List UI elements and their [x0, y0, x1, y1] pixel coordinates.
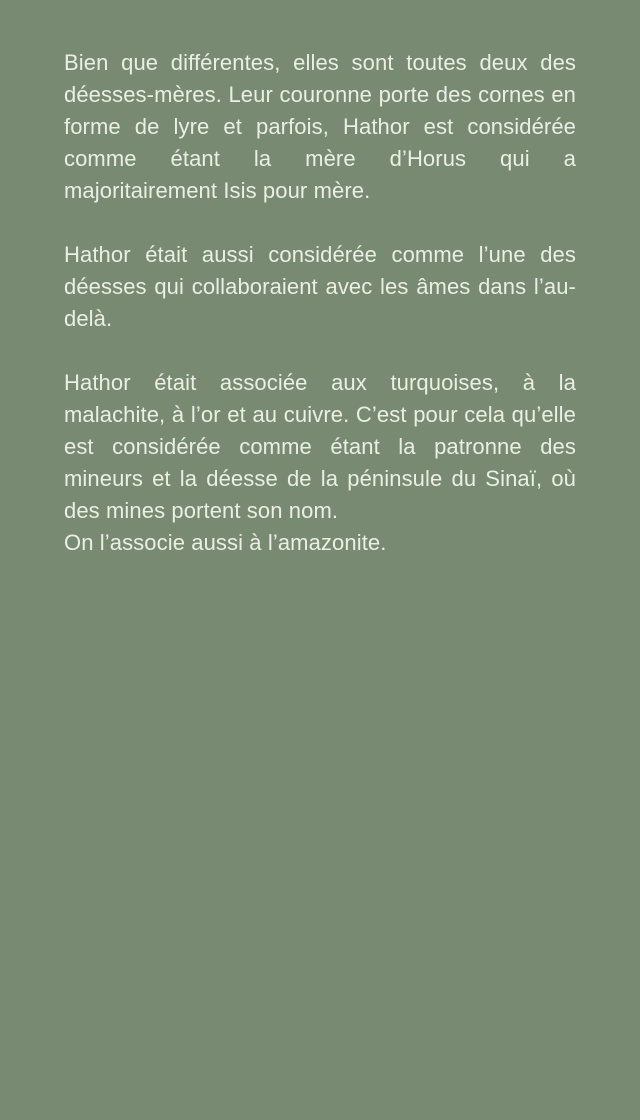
paragraph-3	[64, 367, 576, 559]
paragraph-2	[64, 239, 576, 335]
text-line: des mines portent son nom.	[64, 498, 339, 523]
text-line: déesses-mères. Leur couronne porte des cornes en	[64, 82, 576, 107]
text-line: Hathor était associée aux turquoises, à la	[64, 370, 576, 395]
text-line: est considérée comme étant la patronne des	[64, 434, 576, 459]
text-line: comme étant la mère d’Horus qui a	[64, 146, 576, 171]
paragraph-1	[64, 47, 576, 207]
text-line: majoritairement Isis pour mère.	[64, 178, 371, 203]
text-line: delà.	[64, 306, 113, 331]
text-line: On l’associe aussi à l’amazonite.	[64, 530, 387, 555]
text-line: mineurs et la déesse de la péninsule du Sinaï, où	[64, 466, 576, 491]
text-line: déesses qui collaboraient avec les âmes dans l’au-	[64, 274, 576, 299]
text-line: Hathor était aussi considérée comme l’une des	[64, 242, 576, 267]
text-line: Bien que différentes, elles sont toutes deux des	[64, 50, 576, 75]
text-line: forme de lyre et parfois, Hathor est considérée	[64, 114, 576, 139]
text-line: malachite, à l’or et au cuivre. C’est pour cela qu’elle	[64, 402, 576, 427]
